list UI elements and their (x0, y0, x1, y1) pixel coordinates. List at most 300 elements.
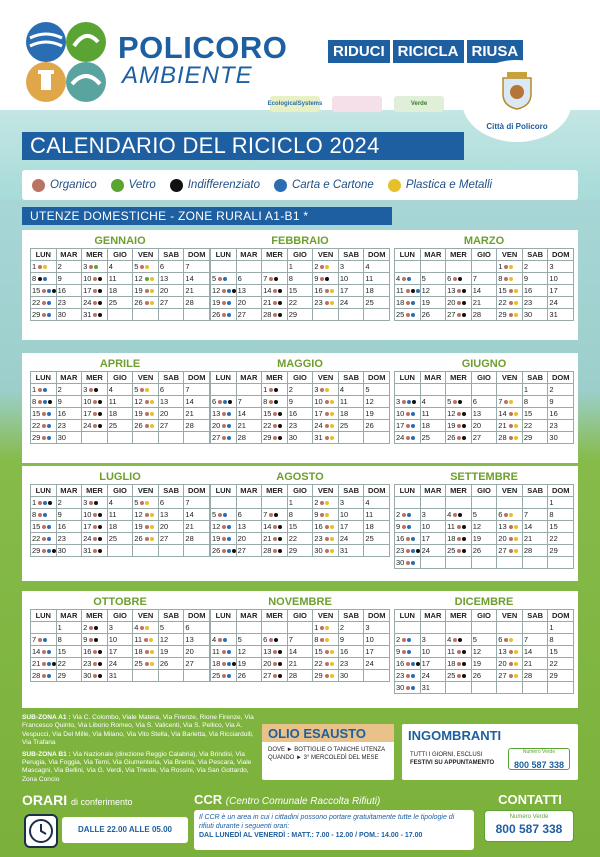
day-number: 28 (32, 671, 41, 680)
collection-dot-icon (145, 424, 149, 428)
collection-dot-icon (42, 674, 46, 678)
collection-dot-icon (42, 436, 46, 440)
collection-dot-icon (89, 501, 93, 505)
day-cell (497, 658, 523, 670)
slogan-riusa: RIUSA (467, 40, 524, 63)
collection-dot-icon (325, 549, 329, 553)
day-number: 1 (32, 498, 37, 507)
day-cell (262, 309, 288, 321)
collection-dot-icon (144, 638, 148, 642)
day-number: 26 (447, 433, 456, 442)
day-number: 25 (212, 671, 221, 680)
day-number: 5 (365, 385, 370, 394)
collection-dot-icon (38, 265, 42, 269)
collection-dot-icon (278, 662, 282, 666)
day-cell (446, 273, 472, 285)
weekday-header: VEN (133, 485, 159, 497)
day-number: 11 (108, 274, 117, 283)
month-febbraio (210, 235, 390, 321)
weekday-header: SAB (339, 372, 365, 384)
day-number: 4 (365, 262, 370, 271)
day-cell (548, 297, 574, 309)
empty-cell (395, 497, 421, 509)
collection-dot-icon (227, 436, 231, 440)
day-cell (262, 646, 288, 658)
day-cell (133, 297, 159, 309)
day-cell (313, 658, 339, 670)
day-number: 11 (396, 286, 404, 295)
month-grid (210, 248, 390, 321)
day-number: 26 (134, 534, 143, 543)
collection-dot-icon (150, 289, 154, 293)
month-marzo (394, 235, 574, 321)
empty-cell (446, 622, 472, 634)
collection-dot-icon (98, 301, 102, 305)
day-cell (395, 297, 421, 309)
day-cell (523, 646, 549, 658)
collection-dot-icon (509, 638, 513, 642)
day-number: 15 (263, 409, 272, 418)
collection-dot-icon (269, 638, 273, 642)
day-cell (548, 646, 574, 658)
weekday-header: LUN (211, 249, 237, 261)
day-number: 21 (185, 286, 194, 295)
day-cell (288, 273, 314, 285)
collection-dot-icon (330, 662, 334, 666)
day-number: 22 (32, 421, 41, 430)
clock-icon (24, 814, 58, 848)
day-number: 30 (396, 558, 405, 567)
collection-dot-icon (145, 513, 149, 517)
collection-dot-icon (407, 277, 411, 281)
day-cell (313, 408, 339, 420)
day-number: 29 (314, 671, 323, 680)
day-number: 2 (57, 262, 62, 271)
day-number: 25 (365, 534, 374, 543)
collection-dot-icon (402, 638, 406, 642)
day-number: 17 (396, 421, 405, 430)
collection-dot-icon (222, 313, 226, 317)
day-number: 8 (32, 510, 37, 519)
day-number: 4 (339, 385, 345, 394)
day-number: 16 (288, 409, 298, 418)
empty-cell (339, 309, 365, 321)
day-number: 4 (108, 385, 113, 394)
collection-dot-icon (98, 289, 102, 293)
day-cell (548, 432, 574, 444)
collection-dot-icon (407, 650, 411, 654)
collection-dot-icon (457, 301, 461, 305)
collection-dot-icon (273, 412, 277, 416)
day-number: 29 (263, 433, 272, 442)
collection-dot-icon (89, 388, 93, 392)
empty-cell (523, 557, 549, 569)
day-number: 12 (159, 635, 169, 644)
day-cell (497, 432, 523, 444)
empty-cell (497, 557, 523, 569)
day-cell (31, 509, 57, 521)
weekday-header: VEN (497, 485, 523, 497)
day-number: 21 (472, 298, 482, 307)
day-number: 17 (83, 286, 92, 295)
collection-dot-icon (43, 277, 47, 281)
collection-dot-icon (509, 513, 513, 517)
day-number: 31 (549, 310, 558, 319)
day-number: 22 (57, 659, 66, 668)
collection-dot-icon (93, 537, 97, 541)
day-cell (421, 521, 447, 533)
contatti-phone[interactable]: Numero Verde 800 587 338 (484, 810, 574, 842)
day-cell (108, 622, 134, 634)
day-number: 11 (447, 647, 455, 656)
day-number: 10 (314, 397, 323, 406)
day-cell (421, 297, 447, 309)
day-number: 28 (263, 546, 272, 555)
day-number: 13 (237, 286, 246, 295)
weekday-header: DOM (364, 372, 390, 384)
collection-dot-icon (509, 289, 513, 293)
day-number: 15 (32, 522, 41, 531)
day-number: 6 (237, 274, 242, 283)
day-number: 5 (237, 635, 242, 644)
weekday-header: MER (262, 372, 288, 384)
weekday-header: GIO (108, 485, 134, 497)
day-cell (313, 634, 339, 646)
collection-dot-icon (47, 424, 51, 428)
empty-cell (472, 497, 498, 509)
month-giugno (394, 358, 574, 444)
day-number: 19 (472, 534, 482, 543)
collection-dot-icon (227, 412, 231, 416)
day-number: 7 (263, 274, 268, 283)
day-cell (446, 297, 472, 309)
day-cell (364, 533, 390, 545)
day-number: 14 (288, 647, 298, 656)
day-number: 10 (365, 635, 374, 644)
day-cell (211, 396, 237, 408)
day-cell (364, 384, 390, 396)
day-cell (159, 261, 185, 273)
day-number: 25 (447, 546, 456, 555)
day-number: 11 (108, 510, 117, 519)
weekday-header: SAB (523, 610, 549, 622)
day-cell (339, 634, 365, 646)
day-number: 8 (263, 397, 268, 406)
day-number: 26 (212, 310, 221, 319)
day-cell (31, 396, 57, 408)
day-number: 11 (421, 409, 430, 418)
collection-dot-icon (42, 424, 46, 428)
day-cell (288, 658, 314, 670)
collection-dot-icon (273, 537, 277, 541)
day-number: 11 (447, 522, 455, 531)
day-cell (472, 533, 498, 545)
day-number: 25 (108, 298, 118, 307)
empty-cell (446, 682, 472, 694)
collection-dot-icon (325, 301, 329, 305)
day-cell (548, 533, 574, 545)
collection-dot-icon (150, 513, 154, 517)
day-number: 7 (472, 274, 477, 283)
empty-cell (159, 432, 185, 444)
day-cell (523, 670, 549, 682)
day-number: 13 (447, 286, 456, 295)
collection-dot-icon (269, 388, 273, 392)
empty-cell (472, 557, 498, 569)
collection-dot-icon (227, 662, 231, 666)
day-cell (31, 432, 57, 444)
day-cell (313, 533, 339, 545)
collection-dot-icon (514, 289, 518, 293)
day-cell (364, 509, 390, 521)
weekday-header: GIO (108, 249, 134, 261)
month-name: LUGLIO (99, 471, 141, 483)
day-number: 29 (498, 310, 507, 319)
day-cell (313, 396, 339, 408)
day-cell (364, 622, 390, 634)
empty-cell (395, 384, 421, 396)
day-cell (108, 420, 134, 432)
collection-dot-icon (47, 301, 51, 305)
collection-dot-icon (457, 436, 461, 440)
collection-dot-icon (406, 686, 410, 690)
day-number: 11 (134, 635, 143, 644)
day-cell (548, 497, 574, 509)
day-cell (446, 285, 472, 297)
day-cell (211, 658, 237, 670)
empty-cell (211, 497, 237, 509)
legend (22, 170, 578, 200)
day-number: 28 (185, 534, 194, 543)
month-ottobre (30, 596, 210, 682)
day-number: 13 (212, 409, 221, 418)
empty-cell (523, 622, 549, 634)
collection-dot-icon (93, 277, 97, 281)
day-number: 12 (212, 522, 221, 531)
day-number: 10 (396, 409, 405, 418)
day-number: 14 (237, 409, 246, 418)
day-cell (108, 670, 134, 682)
day-number: 17 (108, 647, 118, 656)
day-cell (313, 420, 339, 432)
day-number: 26 (237, 671, 246, 680)
day-number: 20 (263, 659, 272, 668)
collection-dot-icon (269, 513, 273, 517)
weekday-header: VEN (133, 610, 159, 622)
day-number: 24 (83, 534, 92, 543)
day-cell (446, 634, 472, 646)
weekday-header: MER (262, 610, 288, 622)
day-cell (446, 396, 472, 408)
month-agosto (210, 471, 390, 557)
day-number: 30 (288, 433, 298, 442)
collection-dot-icon (269, 400, 273, 404)
day-number: 7 (185, 385, 190, 394)
collection-dot-icon (150, 277, 154, 281)
day-cell (339, 384, 365, 396)
day-cell (548, 408, 574, 420)
day-number: 18 (396, 298, 405, 307)
empty-cell (472, 622, 498, 634)
day-cell (523, 396, 549, 408)
weekday-header: MAR (57, 485, 83, 497)
collection-dot-icon (325, 277, 329, 281)
collection-dot-icon (330, 549, 334, 553)
day-number: 2 (523, 262, 529, 271)
day-number: 28 (498, 433, 507, 442)
day-cell (339, 658, 365, 670)
day-cell (262, 670, 288, 682)
day-number: 23 (314, 298, 323, 307)
empty-cell (184, 670, 210, 682)
collection-dot-icon (509, 301, 513, 305)
collection-dot-icon (222, 525, 226, 529)
collection-dot-icon (407, 638, 411, 642)
day-cell (184, 261, 210, 273)
weekday-header: DOM (184, 610, 210, 622)
day-cell (523, 658, 549, 670)
day-cell (133, 533, 159, 545)
day-cell (339, 497, 365, 509)
day-cell (548, 420, 574, 432)
collection-dot-icon (93, 662, 97, 666)
day-cell (31, 285, 57, 297)
collection-dot-icon (273, 313, 277, 317)
day-number: 26 (472, 546, 482, 555)
day-cell (421, 420, 447, 432)
weekday-header: SAB (159, 610, 185, 622)
day-cell (82, 658, 108, 670)
day-cell (82, 420, 108, 432)
day-number: 22 (549, 534, 558, 543)
collection-dot-icon (504, 400, 508, 404)
collection-dot-icon (278, 650, 282, 654)
day-number: 6 (185, 623, 190, 632)
month-luglio (30, 471, 210, 557)
day-cell (472, 545, 498, 557)
day-cell (288, 297, 314, 309)
day-number: 19 (212, 534, 221, 543)
day-number: 5 (447, 397, 452, 406)
day-cell (31, 646, 57, 658)
weekday-header: MAR (421, 610, 447, 622)
collection-dot-icon (330, 424, 334, 428)
day-number: 6 (159, 262, 165, 271)
day-number: 24 (365, 659, 374, 668)
day-number: 3 (83, 498, 88, 507)
weekday-header: SAB (523, 485, 549, 497)
collection-dot-icon (325, 638, 329, 642)
collection-dot-icon (274, 400, 278, 404)
empty-cell (446, 384, 472, 396)
collection-dot-icon (145, 626, 149, 630)
day-number: 30 (57, 433, 66, 442)
collection-dot-icon (330, 537, 334, 541)
day-cell (288, 533, 314, 545)
weekday-header: MER (446, 249, 472, 261)
collection-dot-icon (228, 400, 232, 404)
day-number: 4 (108, 262, 113, 271)
day-number: 23 (339, 659, 349, 668)
collection-dot-icon (504, 638, 508, 642)
day-number: 27 (185, 659, 194, 668)
collection-dot-icon (453, 638, 457, 642)
day-number: 3 (549, 262, 554, 271)
day-cell (82, 622, 108, 634)
weekday-header: VEN (497, 372, 523, 384)
day-cell (108, 261, 134, 273)
day-cell (108, 658, 134, 670)
day-number: 18 (108, 409, 118, 418)
day-number: 10 (549, 274, 558, 283)
day-cell (211, 634, 237, 646)
collection-dot-icon (227, 537, 231, 541)
weekday-header: VEN (313, 610, 339, 622)
day-cell (159, 273, 185, 285)
collection-dot-icon (325, 289, 329, 293)
collection-dot-icon (89, 638, 93, 642)
day-number: 17 (339, 522, 349, 531)
day-cell (108, 384, 134, 396)
collection-dot-icon (145, 289, 149, 293)
day-number: 13 (472, 409, 482, 418)
collection-dot-icon (278, 674, 282, 678)
collection-dot-icon (457, 313, 461, 317)
weekday-header: DOM (364, 249, 390, 261)
day-cell (548, 670, 574, 682)
collection-dot-icon (93, 412, 97, 416)
page-title: CALENDARIO DEL RICICLO 2024 (22, 132, 464, 160)
day-number: 29 (32, 433, 41, 442)
day-number: 18 (365, 286, 374, 295)
day-cell (497, 309, 523, 321)
collection-dot-icon (98, 400, 102, 404)
empty-cell (237, 261, 263, 273)
day-number: 24 (108, 659, 118, 668)
day-number: 18 (108, 286, 118, 295)
day-number: 16 (314, 286, 323, 295)
day-cell (313, 497, 339, 509)
day-cell (211, 533, 237, 545)
day-number: 3 (421, 635, 426, 644)
collection-dot-icon (47, 650, 51, 654)
day-cell (395, 309, 421, 321)
collection-dot-icon (42, 525, 46, 529)
day-number: 7 (185, 262, 190, 271)
day-cell (237, 432, 263, 444)
weekday-header: DOM (548, 610, 574, 622)
day-cell (159, 384, 185, 396)
day-cell (184, 384, 210, 396)
collection-dot-icon (93, 400, 97, 404)
empty-cell (446, 557, 472, 569)
collection-dot-icon (38, 388, 42, 392)
collection-dot-icon (406, 674, 410, 678)
day-cell (497, 297, 523, 309)
day-number: 1 (549, 498, 554, 507)
day-cell (446, 670, 472, 682)
collection-dot-icon (150, 412, 154, 416)
empty-cell (472, 261, 498, 273)
day-number: 15 (549, 522, 558, 531)
slogan-ricicla: RICICLA (393, 40, 464, 63)
day-cell (395, 545, 421, 557)
ingombranti-phone[interactable]: Numero Verde 800 587 338 (508, 748, 570, 770)
day-cell (108, 521, 134, 533)
weekday-header: GIO (472, 610, 498, 622)
legend-dot-icon (274, 179, 287, 192)
day-cell (159, 285, 185, 297)
